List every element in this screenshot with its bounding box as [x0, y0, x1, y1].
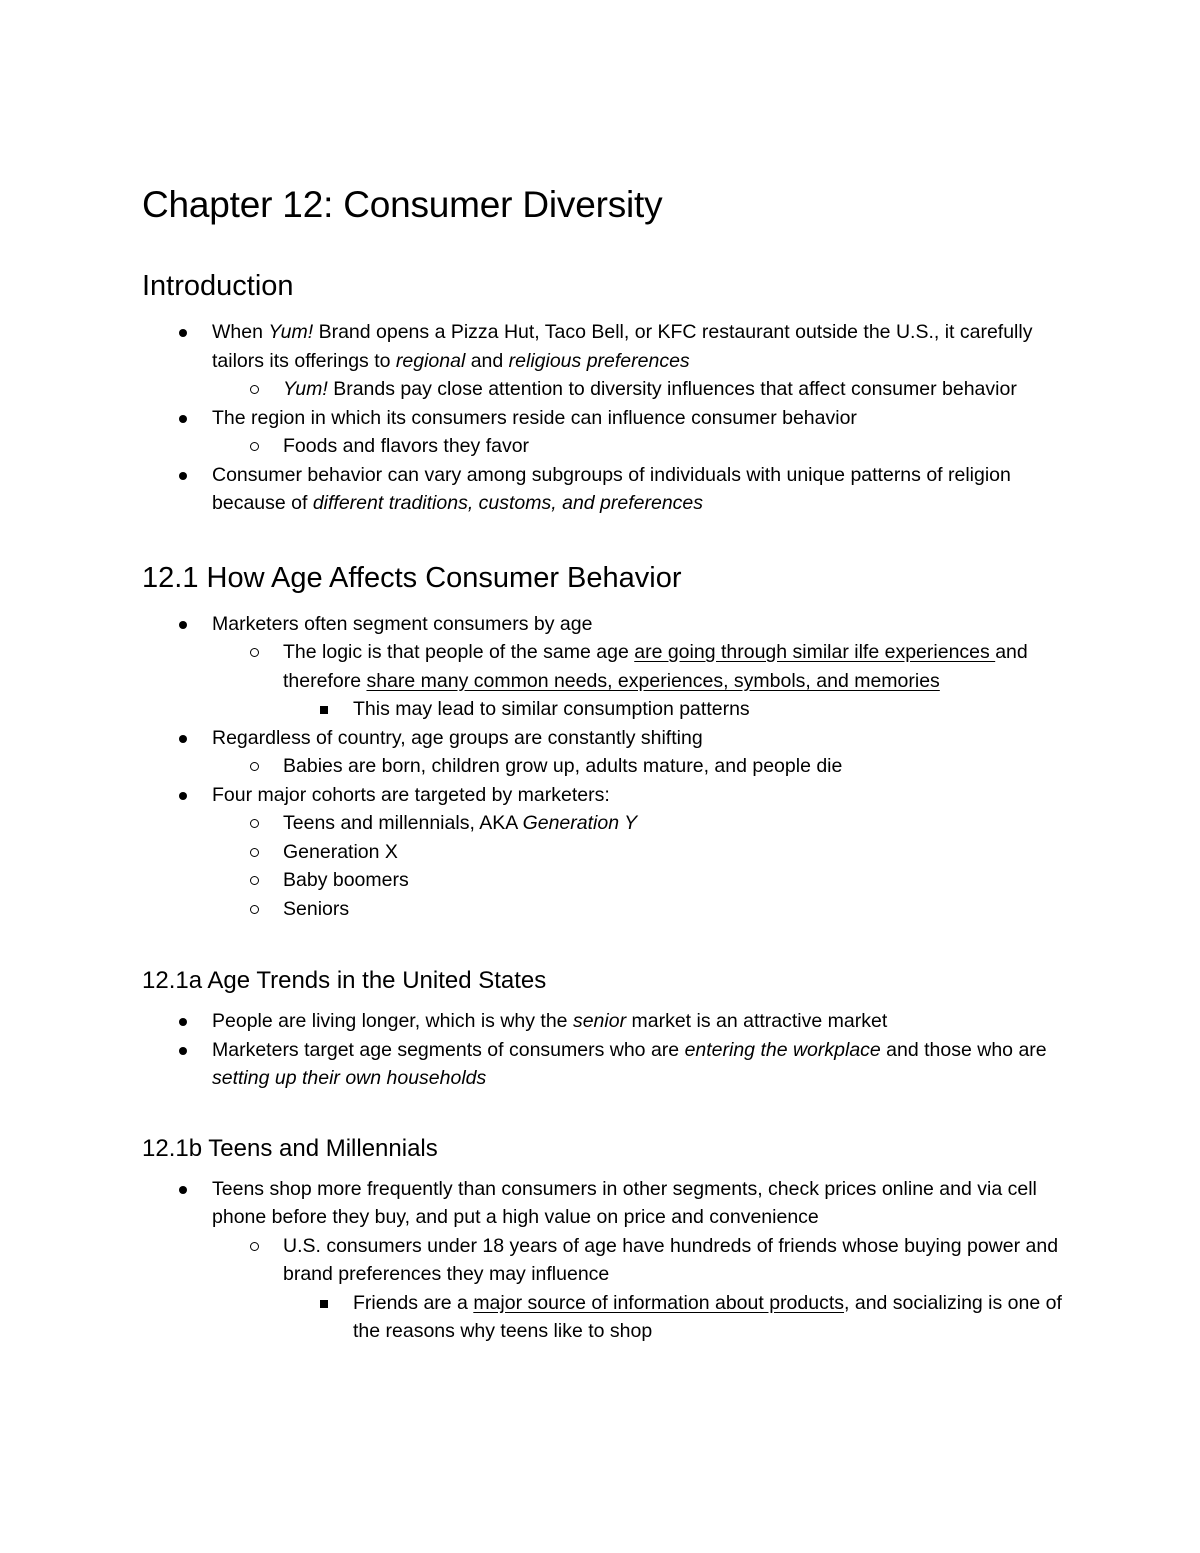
list-item: When Yum! Brand opens a Pizza Hut, Taco Bell, or KFC restaurant outside the U.S., it carefully tailors its offerings to regional and religious preferences [142, 318, 1062, 375]
list-item: Babies are born, children grow up, adults mature, and people die [142, 752, 1062, 781]
list-item: Friends are a major source of information about products, and socializing is one of the reasons why teens like to shop [142, 1289, 1062, 1346]
document-page [142, 180, 1062, 1384]
list-item: U.S. consumers under 18 years of age have hundreds of friends whose buying power and brand preferences they may influence [142, 1232, 1062, 1289]
section-heading: 12.1 How Age Affects Consumer Behavior [142, 561, 682, 594]
list-item: Baby boomers [142, 866, 1062, 895]
list-item: This may lead to similar consumption patterns [142, 695, 1062, 724]
bullet-list [142, 610, 1062, 924]
list-item: The region in which its consumers reside can influence consumer behavior [142, 404, 1062, 433]
chapter-title: Chapter 12: Consumer Diversity [142, 184, 663, 225]
bullet-list [142, 1007, 1062, 1093]
list-item: Generation X [142, 838, 1062, 867]
list-item: Regardless of country, age groups are constantly shifting [142, 724, 1062, 753]
subsection-heading: 12.1b Teens and Millennials [142, 1134, 438, 1162]
list-item: Consumer behavior can vary among subgroups of individuals with unique patterns of religion because of different traditions, customs, and preferences [142, 461, 1062, 518]
list-item: Four major cohorts are targeted by marketers: [142, 781, 1062, 810]
bullet-list [142, 1175, 1062, 1346]
list-item: People are living longer, which is why the senior market is an attractive market [142, 1007, 1062, 1036]
section-12-1b [142, 1131, 1062, 1346]
bullet-list [142, 318, 1062, 518]
list-item: Foods and flavors they favor [142, 432, 1062, 461]
section-12-1a [142, 963, 1062, 1093]
list-item: Teens shop more frequently than consumers in other segments, check prices online and via cell phone before they buy, and put a high value on price and convenience [142, 1175, 1062, 1232]
list-item: Seniors [142, 895, 1062, 924]
list-item: Teens and millennials, AKA Generation Y [142, 809, 1062, 838]
section-introduction [142, 266, 1062, 518]
subsection-heading: 12.1a Age Trends in the United States [142, 967, 547, 994]
list-item: Marketers target age segments of consumers who are entering the workplace and those who are setting up their own households [142, 1036, 1062, 1093]
section-heading: Introduction [142, 270, 294, 302]
list-item: Marketers often segment consumers by age [142, 610, 1062, 639]
list-item: The logic is that people of the same age are going through similar ilfe experiences and therefore share many common needs, experiences, symbols, and memories [142, 638, 1062, 695]
list-item: Yum! Brands pay close attention to diversity influences that affect consumer behavior [142, 375, 1062, 404]
section-12-1 [142, 558, 1062, 924]
